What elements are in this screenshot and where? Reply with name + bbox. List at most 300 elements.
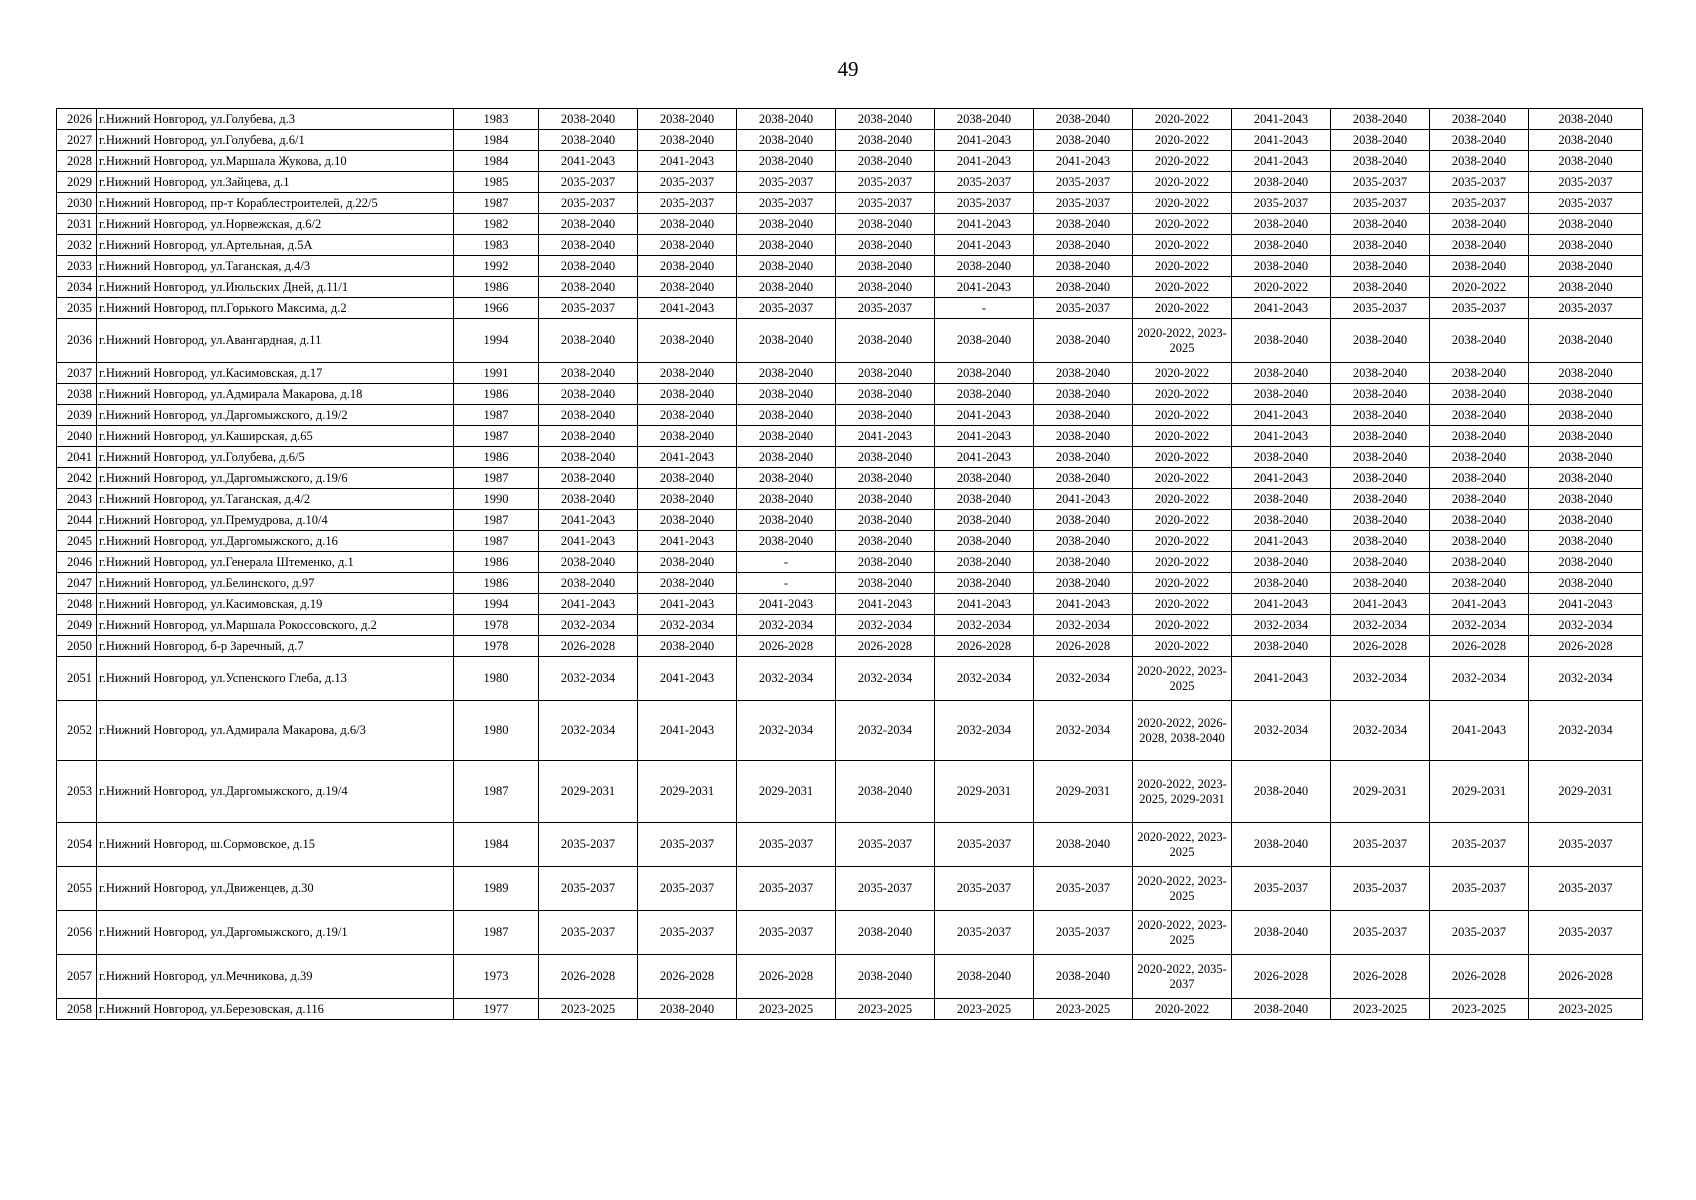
period-cell: 2029-2031 — [935, 761, 1034, 823]
period-cell: 2038-2040 — [836, 151, 935, 172]
address-cell: г.Нижний Новгород, ул.Даргомыжского, д.19/1 — [97, 911, 454, 955]
period-cell: 2038-2040 — [737, 384, 836, 405]
period-cell: 2041-2043 — [638, 531, 737, 552]
period-cell: 2035-2037 — [935, 911, 1034, 955]
address-cell: г.Нижний Новгород, ул.Белинского, д.97 — [97, 573, 454, 594]
row-number-cell: 2049 — [57, 615, 97, 636]
row-number-cell: 2036 — [57, 319, 97, 363]
period-cell: 2038-2040 — [1331, 277, 1430, 298]
period-cell: 2038-2040 — [935, 573, 1034, 594]
period-cell: 2020-2022 — [1133, 531, 1232, 552]
period-cell: 2038-2040 — [1034, 214, 1133, 235]
build-year-cell: 1986 — [454, 447, 539, 468]
period-cell: 2035-2037 — [737, 911, 836, 955]
row-number-cell: 2029 — [57, 172, 97, 193]
table-row — [57, 761, 1643, 823]
period-cell: - — [935, 298, 1034, 319]
period-cell: 2035-2037 — [737, 172, 836, 193]
period-cell: 2029-2031 — [1529, 761, 1643, 823]
period-cell: 2041-2043 — [1232, 531, 1331, 552]
period-cell: 2038-2040 — [1529, 573, 1643, 594]
build-year-cell: 1994 — [454, 594, 539, 615]
build-year-cell: 1990 — [454, 489, 539, 510]
period-cell: 2023-2025 — [1034, 999, 1133, 1020]
period-cell: 2029-2031 — [539, 761, 638, 823]
table-row — [57, 235, 1643, 256]
period-cell: 2029-2031 — [1331, 761, 1430, 823]
period-cell: 2020-2022 — [1232, 277, 1331, 298]
row-number-cell: 2031 — [57, 214, 97, 235]
period-cell: 2041-2043 — [1331, 594, 1430, 615]
build-year-cell: 1987 — [454, 911, 539, 955]
period-cell: 2038-2040 — [638, 999, 737, 1020]
period-cell: 2032-2034 — [1232, 615, 1331, 636]
period-cell: 2038-2040 — [539, 256, 638, 277]
period-cell: 2035-2037 — [935, 867, 1034, 911]
table-row — [57, 109, 1643, 130]
period-cell: 2038-2040 — [539, 384, 638, 405]
period-cell: 2038-2040 — [539, 426, 638, 447]
period-cell: 2020-2022, 2023-2025 — [1133, 657, 1232, 701]
period-cell: 2032-2034 — [638, 615, 737, 636]
table-row — [57, 256, 1643, 277]
page-number: 49 — [837, 57, 859, 81]
row-number-cell: 2026 — [57, 109, 97, 130]
period-cell: 2032-2034 — [737, 657, 836, 701]
period-cell: 2038-2040 — [638, 214, 737, 235]
period-cell: 2035-2037 — [638, 193, 737, 214]
period-cell: 2038-2040 — [1331, 235, 1430, 256]
period-cell: 2038-2040 — [638, 256, 737, 277]
period-cell: 2035-2037 — [1034, 911, 1133, 955]
address-cell: г.Нижний Новгород, ул.Голубева, д.6/1 — [97, 130, 454, 151]
period-cell: 2038-2040 — [1034, 363, 1133, 384]
address-cell: г.Нижний Новгород, ул.Премудрова, д.10/4 — [97, 510, 454, 531]
build-year-cell: 1987 — [454, 510, 539, 531]
period-cell: 2038-2040 — [1034, 405, 1133, 426]
row-number-cell: 2027 — [57, 130, 97, 151]
period-cell: 2020-2022, 2023-2025 — [1133, 911, 1232, 955]
period-cell: 2038-2040 — [1034, 955, 1133, 999]
row-number-cell: 2038 — [57, 384, 97, 405]
period-cell: 2038-2040 — [737, 405, 836, 426]
period-cell: 2032-2034 — [539, 615, 638, 636]
period-cell: 2035-2037 — [638, 911, 737, 955]
table-row — [57, 384, 1643, 405]
build-year-cell: 1986 — [454, 573, 539, 594]
row-number-cell: 2039 — [57, 405, 97, 426]
period-cell: 2026-2028 — [737, 636, 836, 657]
period-cell: 2035-2037 — [1232, 867, 1331, 911]
period-cell: 2035-2037 — [1529, 823, 1643, 867]
period-cell: 2038-2040 — [1331, 510, 1430, 531]
period-cell: 2035-2037 — [539, 867, 638, 911]
period-cell: 2041-2043 — [1232, 594, 1331, 615]
period-cell: 2035-2037 — [1331, 298, 1430, 319]
period-cell: 2038-2040 — [1232, 256, 1331, 277]
period-cell: 2038-2040 — [1529, 256, 1643, 277]
period-cell: 2038-2040 — [737, 109, 836, 130]
period-cell: 2038-2040 — [1430, 256, 1529, 277]
period-cell: 2035-2037 — [1331, 193, 1430, 214]
period-cell: 2038-2040 — [1430, 214, 1529, 235]
table-row — [57, 636, 1643, 657]
period-cell: 2038-2040 — [1529, 277, 1643, 298]
period-cell: 2038-2040 — [638, 384, 737, 405]
period-cell: 2020-2022 — [1133, 636, 1232, 657]
period-cell: 2038-2040 — [1430, 531, 1529, 552]
period-cell: 2020-2022, 2023-2025 — [1133, 823, 1232, 867]
address-cell: г.Нижний Новгород, ул.Даргомыжского, д.19/4 — [97, 761, 454, 823]
period-cell: 2032-2034 — [836, 615, 935, 636]
period-cell: 2038-2040 — [539, 109, 638, 130]
period-cell: 2038-2040 — [539, 277, 638, 298]
row-number-cell: 2054 — [57, 823, 97, 867]
row-number-cell: 2033 — [57, 256, 97, 277]
period-cell: 2041-2043 — [1232, 109, 1331, 130]
period-cell: 2038-2040 — [1529, 235, 1643, 256]
period-cell: 2038-2040 — [1430, 510, 1529, 531]
period-cell: 2032-2034 — [1034, 615, 1133, 636]
period-cell: 2041-2043 — [638, 151, 737, 172]
build-year-cell: 1992 — [454, 256, 539, 277]
period-cell: 2038-2040 — [638, 552, 737, 573]
period-cell: 2032-2034 — [935, 657, 1034, 701]
period-cell: 2038-2040 — [935, 531, 1034, 552]
build-year-cell: 1983 — [454, 109, 539, 130]
period-cell: - — [737, 573, 836, 594]
period-cell: 2038-2040 — [1529, 468, 1643, 489]
build-year-cell: 1987 — [454, 426, 539, 447]
period-cell: 2020-2022 — [1133, 151, 1232, 172]
period-cell: 2038-2040 — [1232, 636, 1331, 657]
period-cell: 2041-2043 — [638, 657, 737, 701]
period-cell: 2041-2043 — [935, 277, 1034, 298]
period-cell: 2038-2040 — [1529, 552, 1643, 573]
period-cell: 2038-2040 — [1430, 235, 1529, 256]
row-number-cell: 2055 — [57, 867, 97, 911]
period-cell: 2020-2022, 2023-2025 — [1133, 319, 1232, 363]
period-cell: 2038-2040 — [1331, 130, 1430, 151]
row-number-cell: 2051 — [57, 657, 97, 701]
period-cell: 2038-2040 — [1529, 531, 1643, 552]
period-cell: 2032-2034 — [1529, 657, 1643, 701]
row-number-cell: 2043 — [57, 489, 97, 510]
period-cell: 2038-2040 — [1430, 426, 1529, 447]
period-cell: 2035-2037 — [1430, 172, 1529, 193]
address-cell: г.Нижний Новгород, б-р Заречный, д.7 — [97, 636, 454, 657]
period-cell: 2038-2040 — [638, 363, 737, 384]
period-cell: 2038-2040 — [935, 552, 1034, 573]
period-cell: 2038-2040 — [638, 235, 737, 256]
row-number-cell: 2030 — [57, 193, 97, 214]
period-cell: 2041-2043 — [1232, 298, 1331, 319]
table-row — [57, 552, 1643, 573]
period-cell: 2020-2022 — [1133, 384, 1232, 405]
period-cell: 2020-2022 — [1133, 489, 1232, 510]
period-cell: 2038-2040 — [539, 214, 638, 235]
period-cell: 2038-2040 — [1529, 510, 1643, 531]
period-cell: 2035-2037 — [539, 172, 638, 193]
address-cell: г.Нижний Новгород, ул.Адмирала Макарова, д.18 — [97, 384, 454, 405]
period-cell: 2038-2040 — [1232, 319, 1331, 363]
table-row — [57, 193, 1643, 214]
row-number-cell: 2044 — [57, 510, 97, 531]
period-cell: 2038-2040 — [836, 405, 935, 426]
period-cell: 2026-2028 — [1529, 636, 1643, 657]
period-cell: 2038-2040 — [737, 531, 836, 552]
period-cell: 2038-2040 — [1529, 130, 1643, 151]
row-number-cell: 2045 — [57, 531, 97, 552]
period-cell: 2038-2040 — [638, 109, 737, 130]
period-cell: 2038-2040 — [1529, 489, 1643, 510]
period-cell: 2038-2040 — [1232, 172, 1331, 193]
period-cell: 2041-2043 — [1430, 594, 1529, 615]
period-cell: 2032-2034 — [1331, 701, 1430, 761]
period-cell: 2038-2040 — [737, 130, 836, 151]
address-cell: г.Нижний Новгород, пр-т Кораблестроителей, д.22/5 — [97, 193, 454, 214]
period-cell: 2035-2037 — [836, 867, 935, 911]
period-cell: 2020-2022 — [1133, 447, 1232, 468]
table-row — [57, 510, 1643, 531]
address-cell: г.Нижний Новгород, ул.Таганская, д.4/2 — [97, 489, 454, 510]
table-row — [57, 214, 1643, 235]
table-row — [57, 298, 1643, 319]
period-cell: 2035-2037 — [1529, 911, 1643, 955]
period-cell: 2020-2022 — [1133, 235, 1232, 256]
row-number-cell: 2035 — [57, 298, 97, 319]
period-cell: 2038-2040 — [1529, 151, 1643, 172]
row-number-cell: 2056 — [57, 911, 97, 955]
period-cell: 2038-2040 — [1430, 319, 1529, 363]
table-row — [57, 130, 1643, 151]
row-number-cell: 2053 — [57, 761, 97, 823]
period-cell: 2020-2022 — [1133, 298, 1232, 319]
period-cell: 2038-2040 — [1232, 489, 1331, 510]
period-cell: 2038-2040 — [1034, 256, 1133, 277]
period-cell: 2041-2043 — [836, 594, 935, 615]
period-cell: 2038-2040 — [1529, 319, 1643, 363]
table-row — [57, 426, 1643, 447]
build-year-cell: 1984 — [454, 823, 539, 867]
period-cell: 2038-2040 — [1430, 130, 1529, 151]
period-cell: 2038-2040 — [1034, 109, 1133, 130]
period-cell: 2038-2040 — [638, 573, 737, 594]
period-cell: 2032-2034 — [935, 615, 1034, 636]
period-cell: 2038-2040 — [1232, 761, 1331, 823]
build-year-cell: 1980 — [454, 701, 539, 761]
period-cell: 2038-2040 — [737, 235, 836, 256]
period-cell: 2038-2040 — [1331, 363, 1430, 384]
period-cell: 2032-2034 — [1529, 701, 1643, 761]
period-cell: 2035-2037 — [1430, 298, 1529, 319]
period-cell: 2038-2040 — [1430, 151, 1529, 172]
period-cell: 2038-2040 — [737, 468, 836, 489]
period-cell: 2035-2037 — [1430, 823, 1529, 867]
address-cell: г.Нижний Новгород, ул.Зайцева, д.1 — [97, 172, 454, 193]
period-cell: 2032-2034 — [1430, 657, 1529, 701]
row-number-cell: 2047 — [57, 573, 97, 594]
period-cell: 2035-2037 — [1529, 298, 1643, 319]
period-cell: 2038-2040 — [638, 405, 737, 426]
period-cell: 2041-2043 — [1034, 151, 1133, 172]
period-cell: 2026-2028 — [1232, 955, 1331, 999]
period-cell: 2038-2040 — [1034, 468, 1133, 489]
row-number-cell: 2032 — [57, 235, 97, 256]
period-cell: 2038-2040 — [1034, 823, 1133, 867]
period-cell: 2035-2037 — [1529, 867, 1643, 911]
period-cell: 2035-2037 — [539, 298, 638, 319]
period-cell: 2023-2025 — [737, 999, 836, 1020]
period-cell: 2038-2040 — [935, 109, 1034, 130]
build-year-cell: 1978 — [454, 615, 539, 636]
period-cell: 2020-2022 — [1133, 256, 1232, 277]
period-cell: 2038-2040 — [1331, 151, 1430, 172]
period-cell: 2041-2043 — [935, 405, 1034, 426]
period-cell: 2038-2040 — [1034, 277, 1133, 298]
period-cell: 2038-2040 — [836, 363, 935, 384]
period-cell: 2038-2040 — [539, 468, 638, 489]
period-cell: 2038-2040 — [539, 489, 638, 510]
period-cell: 2038-2040 — [1430, 489, 1529, 510]
row-number-cell: 2028 — [57, 151, 97, 172]
address-cell: г.Нижний Новгород, ул.Касимовская, д.17 — [97, 363, 454, 384]
period-cell: 2038-2040 — [935, 256, 1034, 277]
period-cell: 2041-2043 — [638, 701, 737, 761]
period-cell: 2038-2040 — [539, 573, 638, 594]
period-cell: 2035-2037 — [1529, 193, 1643, 214]
period-cell: 2041-2043 — [935, 447, 1034, 468]
period-cell: 2038-2040 — [1430, 447, 1529, 468]
period-cell: 2038-2040 — [1430, 109, 1529, 130]
table-row — [57, 573, 1643, 594]
period-cell: 2035-2037 — [1430, 911, 1529, 955]
address-cell: г.Нижний Новгород, ул.Маршала Рокоссовского, д.2 — [97, 615, 454, 636]
period-cell: 2041-2043 — [1232, 468, 1331, 489]
build-year-cell: 1986 — [454, 384, 539, 405]
period-cell: 2038-2040 — [1331, 319, 1430, 363]
period-cell: 2020-2022 — [1133, 214, 1232, 235]
period-cell: 2032-2034 — [1232, 701, 1331, 761]
period-cell: 2026-2028 — [1331, 955, 1430, 999]
table-row — [57, 405, 1643, 426]
period-cell: 2020-2022 — [1133, 594, 1232, 615]
table-row — [57, 447, 1643, 468]
build-year-cell: 1978 — [454, 636, 539, 657]
period-cell: 2020-2022 — [1133, 130, 1232, 151]
period-cell: 2041-2043 — [1430, 701, 1529, 761]
period-cell: 2038-2040 — [638, 489, 737, 510]
period-cell: 2035-2037 — [836, 193, 935, 214]
period-cell: 2035-2037 — [737, 298, 836, 319]
period-cell: 2038-2040 — [1430, 573, 1529, 594]
table-row — [57, 999, 1643, 1020]
period-cell: 2023-2025 — [1430, 999, 1529, 1020]
address-cell: г.Нижний Новгород, ул.Июльских Дней, д.11/1 — [97, 277, 454, 298]
build-year-cell: 1985 — [454, 172, 539, 193]
table-row — [57, 955, 1643, 999]
period-cell: 2038-2040 — [1034, 130, 1133, 151]
period-cell: 2038-2040 — [539, 552, 638, 573]
period-cell: 2038-2040 — [539, 363, 638, 384]
period-cell: 2023-2025 — [935, 999, 1034, 1020]
period-cell: 2038-2040 — [1331, 214, 1430, 235]
period-cell: 2035-2037 — [539, 823, 638, 867]
period-cell: 2038-2040 — [638, 319, 737, 363]
period-cell: 2038-2040 — [1034, 319, 1133, 363]
period-cell: 2035-2037 — [836, 172, 935, 193]
period-cell: 2038-2040 — [1430, 552, 1529, 573]
address-cell: г.Нижний Новгород, ул.Артельная, д.5А — [97, 235, 454, 256]
period-cell: 2038-2040 — [737, 510, 836, 531]
period-cell: 2035-2037 — [737, 193, 836, 214]
period-cell: 2038-2040 — [836, 510, 935, 531]
period-cell: 2029-2031 — [1034, 761, 1133, 823]
period-cell: 2041-2043 — [539, 594, 638, 615]
period-cell: 2041-2043 — [935, 426, 1034, 447]
period-cell: 2038-2040 — [1034, 384, 1133, 405]
row-number-cell: 2041 — [57, 447, 97, 468]
period-cell: 2038-2040 — [1232, 911, 1331, 955]
period-cell: 2041-2043 — [638, 594, 737, 615]
period-cell: 2023-2025 — [539, 999, 638, 1020]
period-cell: 2041-2043 — [1232, 405, 1331, 426]
period-cell: 2035-2037 — [539, 193, 638, 214]
period-cell: 2020-2022 — [1133, 510, 1232, 531]
table-row — [57, 657, 1643, 701]
period-cell: 2038-2040 — [638, 468, 737, 489]
build-year-cell: 1980 — [454, 657, 539, 701]
row-number-cell: 2042 — [57, 468, 97, 489]
period-cell: 2038-2040 — [1331, 426, 1430, 447]
period-cell: 2041-2043 — [1034, 489, 1133, 510]
period-cell: 2038-2040 — [1034, 552, 1133, 573]
address-cell: г.Нижний Новгород, ул.Маршала Жукова, д.10 — [97, 151, 454, 172]
row-number-cell: 2058 — [57, 999, 97, 1020]
period-cell: 2038-2040 — [1232, 447, 1331, 468]
period-cell: 2035-2037 — [1430, 193, 1529, 214]
period-cell: 2020-2022 — [1133, 405, 1232, 426]
period-cell: 2038-2040 — [1331, 573, 1430, 594]
period-cell: 2041-2043 — [1232, 130, 1331, 151]
period-cell: 2035-2037 — [1430, 867, 1529, 911]
build-year-cell: 1983 — [454, 235, 539, 256]
period-cell: 2020-2022, 2023-2025, 2029-2031 — [1133, 761, 1232, 823]
period-cell: 2038-2040 — [836, 256, 935, 277]
period-cell: 2038-2040 — [1232, 999, 1331, 1020]
row-number-cell: 2040 — [57, 426, 97, 447]
period-cell: 2020-2022 — [1133, 193, 1232, 214]
address-cell: г.Нижний Новгород, ул.Каширская, д.65 — [97, 426, 454, 447]
period-cell: 2020-2022 — [1133, 552, 1232, 573]
period-cell: 2026-2028 — [836, 636, 935, 657]
period-cell: 2038-2040 — [836, 531, 935, 552]
period-cell: 2038-2040 — [836, 130, 935, 151]
build-year-cell: 1984 — [454, 130, 539, 151]
period-cell: 2020-2022, 2026-2028, 2038-2040 — [1133, 701, 1232, 761]
period-cell: 2041-2043 — [1232, 151, 1331, 172]
period-cell: 2032-2034 — [836, 657, 935, 701]
period-cell: 2035-2037 — [638, 867, 737, 911]
period-cell: 2038-2040 — [1034, 510, 1133, 531]
period-cell: 2038-2040 — [1232, 510, 1331, 531]
address-cell: г.Нижний Новгород, ул.Таганская, д.4/3 — [97, 256, 454, 277]
period-cell: 2038-2040 — [935, 489, 1034, 510]
period-cell: 2038-2040 — [737, 151, 836, 172]
period-cell: 2038-2040 — [1331, 384, 1430, 405]
period-cell: 2038-2040 — [836, 384, 935, 405]
period-cell: 2038-2040 — [638, 277, 737, 298]
